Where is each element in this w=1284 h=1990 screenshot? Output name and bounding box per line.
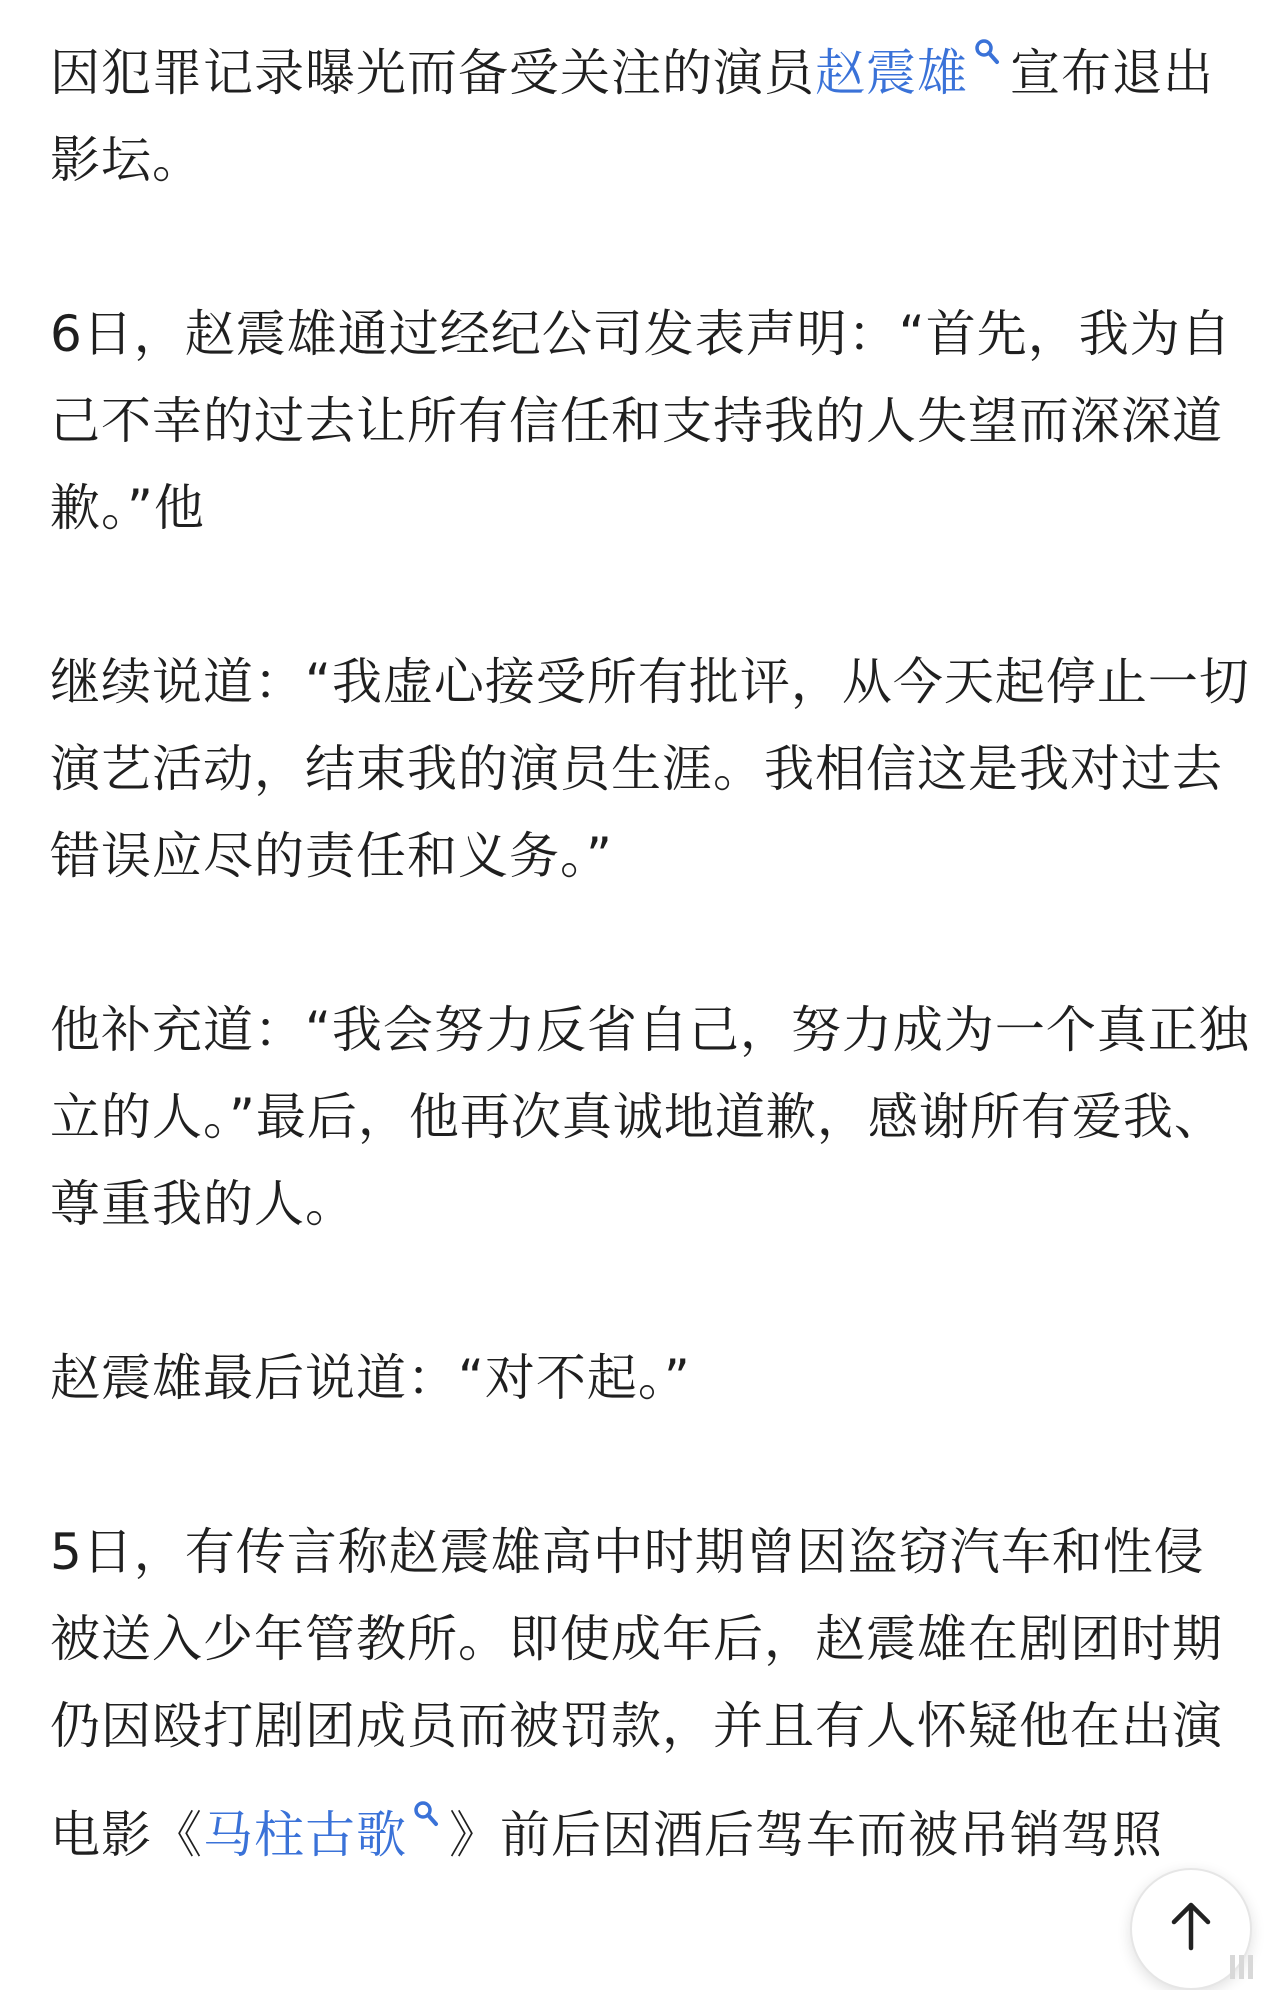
paragraph-6-text-start: 5日，有传言称赵震雄高中时期曾因盗窃汽车和性侵被送入少年管教所。即使成年后，赵震雄在剧团时期仍因殴打剧团成员而被罚款，并且有人怀疑他在出演电影《 [50,1523,1223,1864]
search-icon[interactable] [413,1770,439,1800]
paragraph-3: 继续说道：“我虚心接受所有批评，从今天起停止一切演艺活动，结束我的演员生涯。我相信这是我对过去错误应尽的责任和义务。” [50,653,1250,885]
paragraph-6-text-end: 》前后因酒后驾车而被吊销驾照 [449,1806,1163,1864]
paragraph-1-text-end: 宣布退出影坛。 [50,44,1214,189]
page-edge-marks [1230,1955,1260,1985]
paragraph-2: 6日，赵震雄通过经纪公司发表声明：“首先，我为自己不幸的过去让所有信任和支持我的人失望而深深道歉。”他 [50,305,1232,537]
paragraph-4: 他补充道：“我会努力反省自己，努力成为一个真正独立的人。”最后，他再次真诚地道歉，感谢所有爱我、尊重我的人。 [50,1001,1250,1233]
paragraph-gap [50,204,1250,291]
edge-mark [1239,1955,1244,1979]
paragraph-gap [50,1422,1250,1509]
paragraph-5: 赵震雄最后说道：“对不起。” [50,1349,691,1407]
paragraph-1 [50,8,1250,204]
paragraph-1-text-start: 因犯罪记录曝光而备受关注的演员 [50,44,815,102]
paragraph-6 [50,1509,1250,1879]
movie-title-link[interactable]: 马柱古歌 [203,1806,407,1864]
search-icon[interactable] [974,8,1000,38]
edge-mark [1248,1955,1253,1979]
article-body [50,8,1250,1879]
actor-name-link[interactable]: 赵震雄 [815,44,968,102]
arrow-up-icon [1169,1900,1213,1952]
edge-mark [1230,1955,1235,1979]
paragraph-gap [50,900,1250,987]
paragraph-gap [50,552,1250,639]
paragraph-gap [50,1248,1250,1335]
